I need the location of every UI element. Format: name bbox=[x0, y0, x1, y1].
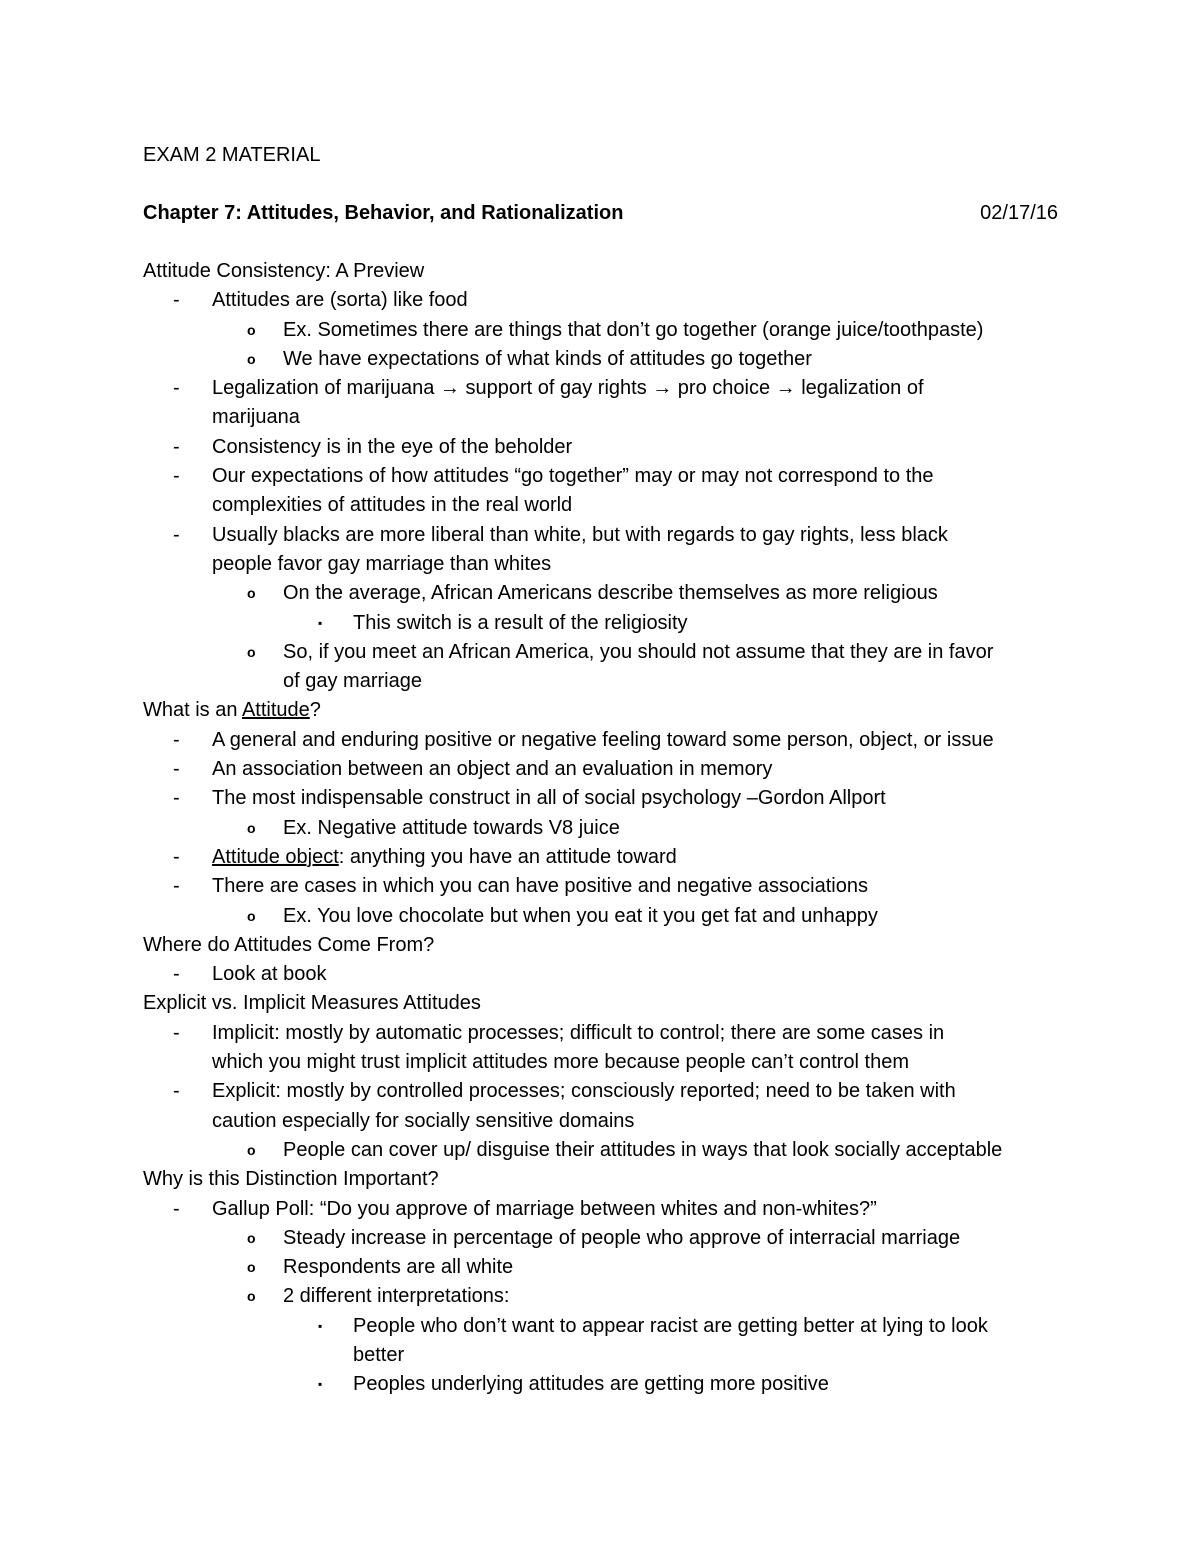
circle-bullet-icon: o bbox=[247, 350, 256, 367]
dash-marker: - bbox=[173, 1080, 180, 1103]
underlined-term: Attitude bbox=[241, 699, 310, 722]
circle-bullet-icon: o bbox=[247, 907, 256, 924]
document-title: EXAM 2 MATERIAL bbox=[143, 144, 321, 166]
bullet-continuation: people favor gay marriage than whites bbox=[212, 552, 552, 575]
bullet-text: : anything you have an attitude toward bbox=[338, 845, 677, 868]
bullet-text: Attitudes are (sorta) like food bbox=[212, 289, 468, 312]
sub-bullet-item bbox=[143, 902, 1063, 931]
circle-bullet-icon: o bbox=[247, 819, 256, 836]
circle-bullet-icon: o bbox=[247, 643, 256, 660]
bullet-item bbox=[143, 726, 1063, 755]
sub-bullet-text: So, if you meet an African America, you should not assume that they are in favor bbox=[283, 640, 994, 663]
square-bullet-icon: ▪ bbox=[318, 1377, 323, 1392]
sub-bullet-text: Ex. Negative attitude towards V8 juice bbox=[283, 816, 620, 839]
dash-marker: - bbox=[173, 758, 180, 781]
dash-marker: - bbox=[173, 435, 180, 458]
square-bullet-icon: ▪ bbox=[318, 615, 323, 630]
circle-bullet-icon: o bbox=[247, 1141, 256, 1158]
sub-bullet-item bbox=[143, 1282, 1063, 1311]
bullet-item bbox=[143, 1019, 1063, 1048]
section-heading: Explicit vs. Implicit Measures Attitudes bbox=[143, 992, 481, 1015]
sub-bullet-text: People can cover up/ disguise their attitudes in ways that look socially acceptable bbox=[283, 1138, 1003, 1161]
notes-body bbox=[143, 257, 1063, 1400]
bullet-text: Implicit: mostly by automatic processes; difficult to control; there are some cases in bbox=[212, 1021, 945, 1044]
section-heading: Why is this Distinction Important? bbox=[143, 1168, 439, 1191]
bullet-continuation: which you might trust implicit attitudes more because people can’t control them bbox=[212, 1051, 910, 1074]
bullet-item bbox=[143, 374, 1063, 403]
bullet-item bbox=[143, 286, 1063, 315]
bullet-text: Explicit: mostly by controlled processes; consciously reported; need to be taken with bbox=[212, 1080, 956, 1103]
bullet-continuation: complexities of attitudes in the real world bbox=[212, 494, 573, 517]
bullet-text: Consistency is in the eye of the beholder bbox=[212, 435, 573, 458]
bullet-text: Usually blacks are more liberal than white, but with regards to gay rights, less black bbox=[212, 523, 948, 546]
dash-marker: - bbox=[173, 1197, 180, 1220]
dash-marker: - bbox=[173, 728, 180, 751]
bullet-text: There are cases in which you can have positive and negative associations bbox=[212, 875, 868, 898]
sub-bullet-text: Ex. You love chocolate but when you eat it you get fat and unhappy bbox=[283, 904, 878, 927]
circle-bullet-icon: o bbox=[247, 585, 256, 602]
bullet-text: The most indispensable construct in all of social psychology –Gordon Allport bbox=[212, 787, 886, 810]
sub-bullet-item bbox=[143, 1136, 1063, 1165]
dash-marker: - bbox=[173, 523, 180, 546]
sub-bullet-text: We have expectations of what kinds of attitudes go together bbox=[283, 347, 812, 370]
bullet-item bbox=[143, 1077, 1063, 1106]
sub-bullet-text: Ex. Sometimes there are things that don’t go together (orange juice/toothpaste) bbox=[283, 318, 984, 341]
sub-bullet-text: Steady increase in percentage of people who approve of interracial marriage bbox=[283, 1226, 961, 1249]
heading-text: ? bbox=[309, 699, 321, 722]
tertiary-bullet-text: People who don’t want to appear racist are getting better at lying to look bbox=[353, 1314, 988, 1337]
bullet-item bbox=[143, 960, 1063, 989]
dash-marker: - bbox=[173, 1021, 180, 1044]
section-heading: Where do Attitudes Come From? bbox=[143, 933, 435, 956]
sub-bullet-continuation: of gay marriage bbox=[283, 670, 422, 693]
bullet-item bbox=[143, 433, 1063, 462]
circle-bullet-icon: o bbox=[247, 1259, 256, 1276]
tertiary-bullet-continuation: better bbox=[353, 1343, 405, 1366]
bullet-text: Look at book bbox=[212, 963, 327, 986]
section-heading bbox=[143, 696, 1063, 725]
tertiary-bullet-item bbox=[143, 1370, 1063, 1399]
tertiary-bullet-item bbox=[143, 609, 1063, 638]
dash-marker: - bbox=[173, 377, 180, 400]
sub-bullet-item bbox=[143, 638, 1063, 667]
square-bullet-icon: ▪ bbox=[318, 1318, 323, 1333]
bullet-item bbox=[143, 755, 1063, 784]
bullet-text: A general and enduring positive or negative feeling toward some person, object, or issue bbox=[212, 728, 994, 751]
bullet-text: Legalization of marijuana → support of gay rights → pro choice → legalization of bbox=[212, 377, 924, 400]
dash-marker: - bbox=[173, 289, 180, 312]
sub-bullet-text: 2 different interpretations: bbox=[283, 1285, 510, 1308]
section-heading: Attitude Consistency: A Preview bbox=[143, 260, 425, 282]
circle-bullet-icon: o bbox=[247, 321, 256, 338]
heading-text: What is an bbox=[143, 699, 242, 722]
circle-bullet-icon: o bbox=[247, 1229, 256, 1246]
circle-bullet-icon: o bbox=[247, 1288, 256, 1305]
bullet-text: Gallup Poll: “Do you approve of marriage between whites and non-whites?” bbox=[212, 1197, 877, 1220]
bullet-item bbox=[143, 872, 1063, 901]
chapter-title: Chapter 7: Attitudes, Behavior, and Rationalization bbox=[143, 202, 624, 224]
sub-bullet-text: Respondents are all white bbox=[283, 1256, 514, 1279]
sub-bullet-item bbox=[143, 345, 1063, 374]
dash-marker: - bbox=[173, 875, 180, 898]
bullet-item bbox=[143, 462, 1063, 491]
bullet-item bbox=[143, 1195, 1063, 1224]
underlined-term: Attitude object bbox=[212, 845, 339, 868]
dash-marker: - bbox=[173, 963, 180, 986]
dash-marker: - bbox=[173, 465, 180, 488]
tertiary-bullet-item bbox=[143, 1312, 1063, 1341]
bullet-item bbox=[143, 843, 1063, 872]
bullet-item bbox=[143, 521, 1063, 550]
sub-bullet-item bbox=[143, 814, 1063, 843]
chapter-header bbox=[143, 202, 1058, 230]
bullet-text: Our expectations of how attitudes “go together” may or may not correspond to the bbox=[212, 465, 934, 488]
bullet-continuation: caution especially for socially sensitive domains bbox=[212, 1109, 635, 1132]
tertiary-bullet-text: Peoples underlying attitudes are getting more positive bbox=[353, 1373, 829, 1396]
lecture-date: 02/17/16 bbox=[980, 202, 1058, 224]
sub-bullet-text: On the average, African Americans describe themselves as more religious bbox=[283, 582, 938, 605]
bullet-item bbox=[143, 784, 1063, 813]
dash-marker: - bbox=[173, 845, 180, 868]
sub-bullet-item bbox=[143, 1253, 1063, 1282]
bullet-text: An association between an object and an evaluation in memory bbox=[212, 758, 773, 781]
dash-marker: - bbox=[173, 787, 180, 810]
bullet-continuation: marijuana bbox=[212, 406, 300, 429]
sub-bullet-item bbox=[143, 316, 1063, 345]
tertiary-bullet-text: This switch is a result of the religiosity bbox=[353, 611, 688, 634]
sub-bullet-item bbox=[143, 579, 1063, 608]
sub-bullet-item bbox=[143, 1224, 1063, 1253]
